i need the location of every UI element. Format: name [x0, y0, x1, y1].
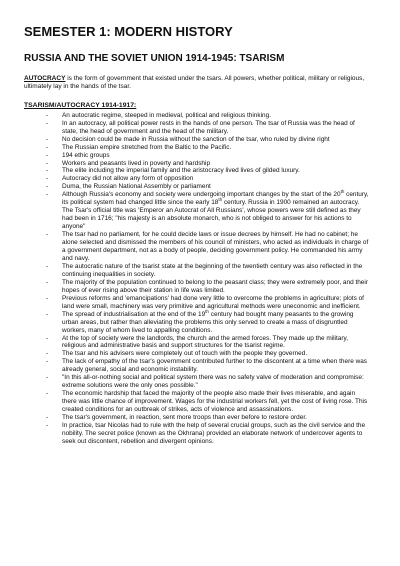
- bullet-marker: -: [46, 167, 49, 175]
- list-item-text: The Russian empire stretched from the Baltic to the Pacific.: [62, 143, 232, 151]
- bullet-marker: -: [46, 183, 49, 191]
- list-item-text: 194 ethic groups: [62, 151, 110, 159]
- bullet-marker: -: [46, 294, 49, 302]
- list-item: [46, 144, 370, 152]
- list-item: [46, 374, 370, 390]
- bullet-marker: -: [46, 191, 49, 199]
- intro-text: is the form of government that existed under the tsars. All powers, whether political, military or religious, ultimately lay in the hands of the tsar.: [24, 75, 365, 91]
- list-item-text: The majority of the population continued to belong to the peasant class; they were extremely poor, and their hopes of ever rising above their station in life was limited.: [62, 278, 368, 294]
- list-item-text: The tsar and his advisers were completely out of touch with the people they governed.: [62, 350, 308, 358]
- bullet-marker: -: [46, 310, 49, 318]
- list-item-text: Previous reforms and 'emancipations' had done very little to overcome the problems in agriculture; plots of land were small, machinery was very primitive and agricultural methods were uneconomic and inefficient.: [62, 294, 364, 310]
- list-item-text: The tsar had no parliament, for he could decide laws or issue decrees by himself. He had no cabinet; he alone selected and dismissed the members of his council of ministers, who acted as individuals in charge of a government department, not as a body of people, deciding government policy. He commanded his army and navy.: [62, 231, 369, 262]
- bullet-marker: -: [46, 334, 49, 342]
- bullet-marker: -: [46, 159, 49, 167]
- list-item-text: Although Russia's economy and society were undergoing important changes by the start of the 20th century, its political system had changed little since the early 18th century. Russia in 1900 remained an autocracy. The Tsar's official title was 'Emperor an Autocrat of All Russians', whose powers were still defined as they had been in 1716; "his majesty is an absolute monarch, who is not obliged to answer for his actions to anyone": [62, 189, 369, 231]
- bullet-marker: -: [46, 262, 49, 270]
- list-item: [46, 308, 370, 335]
- list-item: [46, 152, 370, 160]
- list-item-text: Workers and peasants lived in poverty and hardship: [62, 159, 211, 167]
- page-title: SEMESTER 1: MODERN HISTORY: [24, 24, 233, 39]
- list-item: [46, 167, 370, 175]
- bullet-list: [24, 112, 370, 446]
- list-item-text: The tsar's government, in reaction, sent more troops than ever before to restore order.: [62, 414, 307, 422]
- list-item: [46, 160, 370, 168]
- list-item-text: The elite including the imperial family and the aristocracy lived lives of gilded luxury.: [62, 167, 300, 175]
- bullet-marker: -: [46, 390, 49, 398]
- bullet-marker: -: [46, 135, 49, 143]
- page-subtitle: RUSSIA AND THE SOVIET UNION 1914-1945: TSARISM: [24, 53, 285, 64]
- bullet-marker: -: [46, 143, 49, 151]
- list-item-text: "In this all-or-nothing social and political system there was no safety valve of moderation and compromise: extreme solutions were the only ones possible.": [62, 374, 364, 390]
- list-item: [46, 136, 370, 144]
- bullet-marker: -: [46, 111, 49, 119]
- list-item-text: Duma, the Russian National Assembly or parliament: [62, 183, 211, 191]
- list-item-text: The autocratic nature of the tsarist state at the beginning of the twentieth century was also reflected in the continuing inequalities in society.: [62, 262, 363, 278]
- list-item: [46, 335, 370, 351]
- list-item-text: The lack of empathy of the tsar's government contributed further to the discontent at a time when there was already general, social and economic instability.: [62, 358, 368, 374]
- list-item: [46, 191, 370, 231]
- list-item-text: Autocracy did not allow any form of opposition: [62, 175, 194, 183]
- list-item-text: The economic hardship that faced the majority of the people also made their lives miserable, and again there was little chance of improvement. Wages for the industrial workers fell, yet the cost of living rose. This created conditions for an outbreak of strikes, acts of violence and assassinations.: [62, 390, 368, 414]
- bullet-marker: -: [46, 175, 49, 183]
- bullet-marker: -: [46, 278, 49, 286]
- bullet-marker: -: [46, 231, 49, 239]
- list-item: [46, 112, 370, 120]
- bullet-marker: -: [46, 358, 49, 366]
- bullet-marker: -: [46, 414, 49, 422]
- list-item-text: No decision could be made in Russia without the sanction of the tsar, who ruled by divine right: [62, 135, 330, 143]
- intro-paragraph: [24, 75, 370, 92]
- list-item: [46, 358, 370, 374]
- list-item-text: In practice, tsar Nicolas had to rule with the help of several crucial groups, such as the civil service and the nobility. The secret police (known as the Okhrana) provided an elaborate network of undercover agents to seek out discontent, rebellion and divergent opinions.: [62, 421, 366, 445]
- list-item-text: In an autocracy, all political power rests in the hands of one person. The tsar of Russia was the head of state, the head of government and the head of the military.: [62, 119, 355, 135]
- bullet-marker: -: [46, 151, 49, 159]
- list-item-text: The spread of industrialisation at the end of the 19th century had bought many peasants to the growing urban areas, but rather than alleviating the problems this only served to create a mass of disgruntled workers, many of whom lived to appalling conditions.: [62, 308, 354, 334]
- section-heading: TSARISM/AUTOCRACY 1914-1917:: [24, 101, 137, 109]
- intro-term: AUTOCRACY: [24, 75, 66, 82]
- list-item: [46, 422, 370, 446]
- list-item: [46, 279, 370, 295]
- bullet-marker: -: [46, 421, 49, 429]
- list-item: [46, 231, 370, 263]
- list-item: [46, 390, 370, 414]
- list-item: [46, 263, 370, 279]
- bullet-marker: -: [46, 350, 49, 358]
- bullet-marker: -: [46, 374, 49, 382]
- list-item-text: An autocratic regime, steeped in medieval, political and religious thinking.: [62, 111, 271, 119]
- list-item: [46, 414, 370, 422]
- list-item: [46, 175, 370, 183]
- list-item: [46, 120, 370, 136]
- list-item-text: At the top of society were the landlords, the church and the armed forces. They made up the military, religious and administrative basis and support structures for the tsarist regime.: [62, 334, 349, 350]
- list-item: [46, 350, 370, 358]
- bullet-marker: -: [46, 119, 49, 127]
